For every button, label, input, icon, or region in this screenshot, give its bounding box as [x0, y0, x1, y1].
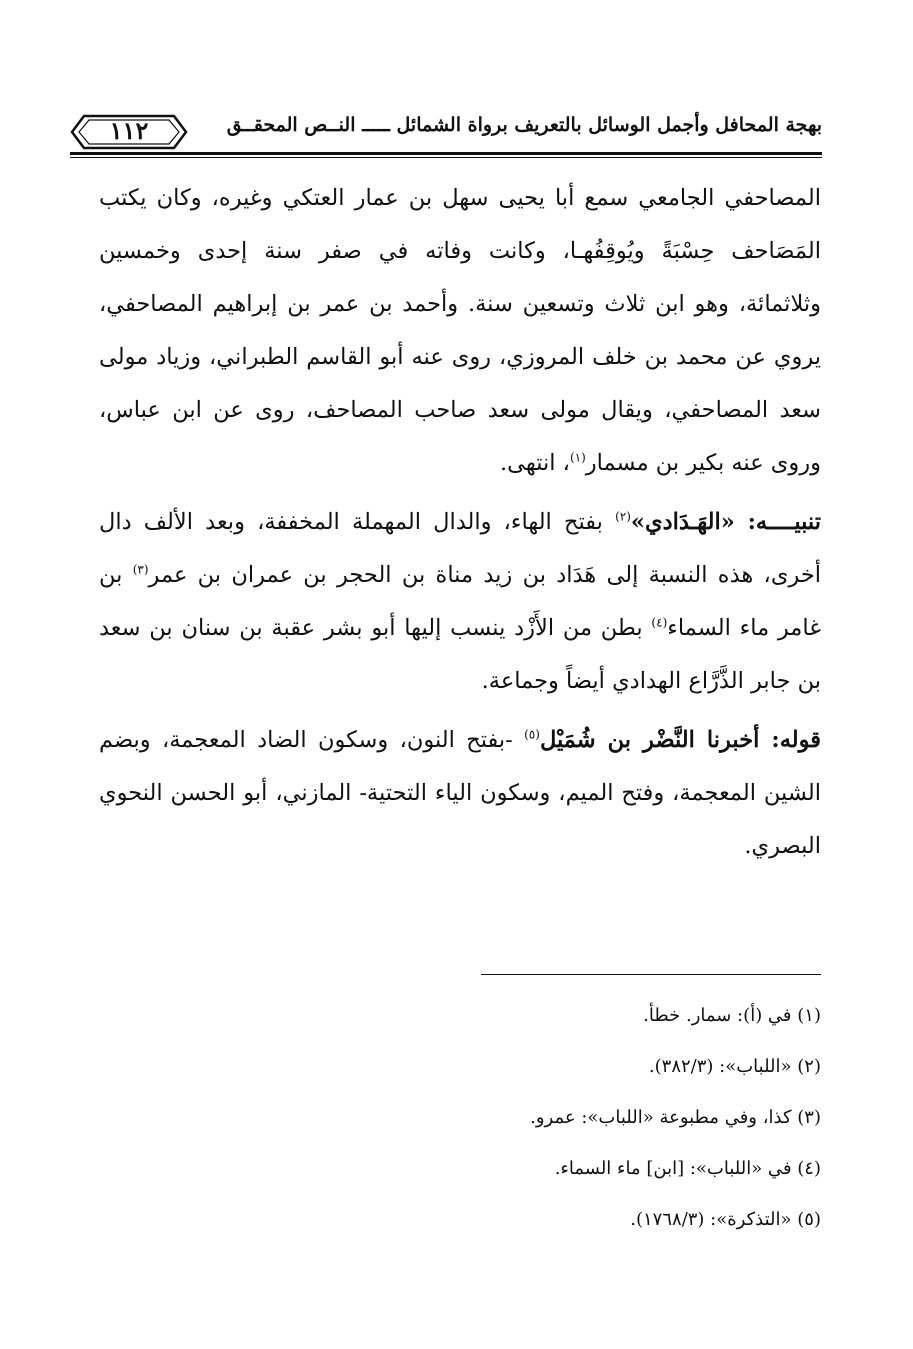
paragraph-1-text: المصاحفي الجامعي سمع أبا يحيى سهل بن عمار العتكي وغيره، وكان يكتب المَصَاحف حِسْبَةً ويُوقِفُهـا، وكانت وفاته في صفر سنة إحدى وخمسين وثلاثمائة، وهو ابن ثلاث وتسعين سنة. وأحمد بن عمر بن إبراهيم المصاحفي، يروي عن محمد بن خلف المروزي، روى عنه أبو القاسم الطبراني، وزياد مولى سعد المصاحفي، ويقال مولى سعد صاحب المصاحف، روى عن ابن عباس، وروى عنه بكير بن مسمار — [99, 185, 821, 476]
paragraph-2 — [99, 496, 821, 708]
header-rule — [70, 152, 822, 155]
footnote-ref-5[interactable]: (٥) — [524, 727, 540, 742]
footnote-separator — [481, 974, 821, 975]
footnote-2: (٢) «اللباب»: (٣٨٢/٣). — [648, 1056, 821, 1077]
paragraph-1-tail: ، انتهى. — [499, 450, 570, 476]
footnote-4: (٤) في «اللباب»: [ابن] ماء السماء. — [554, 1158, 821, 1179]
footnote-ref-4[interactable]: (٤) — [651, 615, 668, 630]
header-rule-thin — [70, 157, 822, 158]
page-header — [70, 112, 822, 158]
note-label: تنبيــــه: — [747, 509, 821, 535]
paragraph-3-text: -بفتح النون، وسكون الضاد المعجمة، وبضم الشين المعجمة، وفتح الميم، وسكون الياء التحتية- المازني، أبو الحسن النحوي البصري. — [99, 727, 821, 859]
paragraph-2-text-c: بطن من الأَزْد ينسب إليها أبو بشر عقبة بن سنان بن سعد بن جابر الذَّرَّاع الهدادي أيضاً وجماعة. — [99, 615, 821, 694]
footnote-3: (٣) كذا، وفي مطبوعة «اللباب»: عمرو. — [530, 1107, 821, 1128]
paragraph-2-text-a: بفتح الهاء، والدال المهملة المخففة، وبعد الألف دال أخرى، هذه النسبة إلى هَدَاد بن زيد مناة بن الحجر بن عمران بن عمر — [99, 509, 821, 588]
footnote-ref-3[interactable]: (٣) — [132, 562, 149, 577]
paragraph-3-lead: قوله: أخبرنا النَّضْر بن شُمَيْل — [539, 727, 821, 753]
footnote-ref-2[interactable]: (٢) — [615, 509, 631, 524]
footnote-ref-1[interactable]: (١) — [569, 450, 586, 465]
footnotes — [99, 990, 821, 1245]
paragraph-2-term: «الهَـدَادي» — [630, 509, 748, 535]
main-text — [99, 172, 821, 873]
paragraph-1 — [99, 172, 821, 490]
footnote-5: (٥) «التذكرة»: (١٧٦٨/٣). — [630, 1209, 821, 1230]
page-number: ١١٢ — [109, 116, 149, 145]
page-number-frame — [70, 112, 188, 152]
paragraph-3 — [99, 714, 821, 873]
running-title: بهجة المحافل وأجمل الوسائل بالتعريف برواة الشمائل ـــــ النــص المحقــق — [226, 114, 822, 136]
paragraph-2-text-b: بن غامر ماء السماء — [99, 562, 821, 641]
footnote-1: (١) في (أ): سمار. خطأ. — [643, 1005, 821, 1026]
